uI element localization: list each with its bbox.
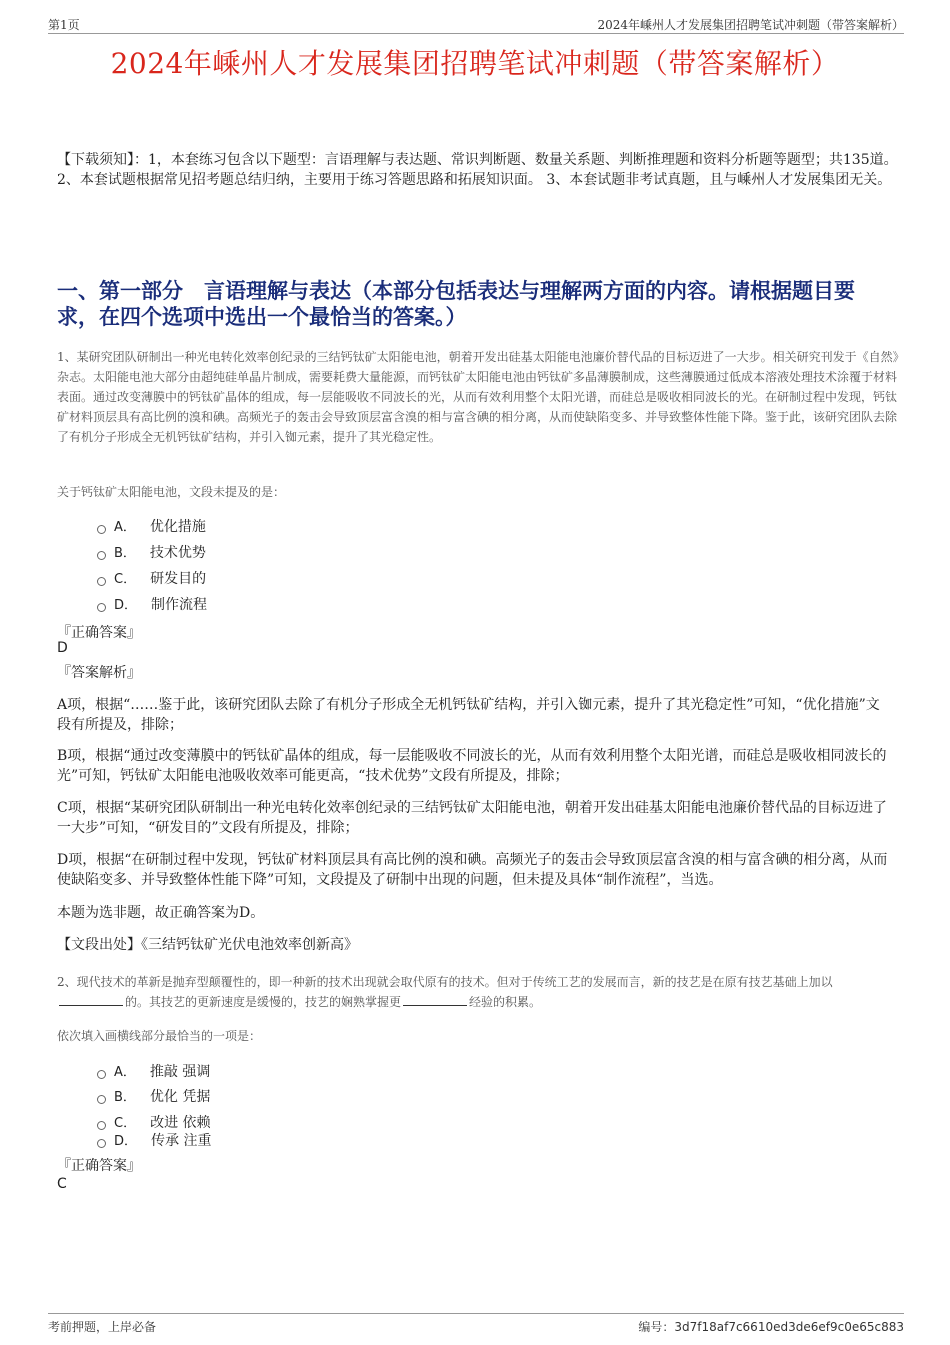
option-b[interactable]: B． 优化 凭据 [97, 1086, 210, 1106]
radio-icon[interactable] [97, 1095, 106, 1104]
question-1-prompt: 关于钙钛矿太阳能电池，文段未提及的是： [57, 485, 286, 499]
radio-icon[interactable] [97, 525, 106, 534]
question-2-prompt: 依次填入画横线部分最恰当的一项是： [57, 1029, 262, 1043]
answer-value: C [57, 1176, 67, 1192]
radio-icon[interactable] [97, 1139, 106, 1148]
blank-1 [59, 994, 123, 1006]
radio-icon[interactable] [97, 603, 106, 612]
option-c[interactable]: C． 研发目的 [97, 568, 206, 588]
answer-label: 『正确答案』 [57, 1158, 141, 1174]
option-b[interactable]: B． 技术优势 [97, 542, 206, 562]
analysis-label: 『答案解析』 [57, 665, 141, 681]
option-d[interactable]: D． 制作流程 [97, 594, 207, 614]
analysis-conclusion: 本题为选非题，故正确答案为D。 [57, 905, 265, 921]
option-d[interactable]: D． 传承 注重 [97, 1130, 211, 1150]
answer-value: D [57, 640, 68, 656]
page-footer [48, 1313, 904, 1337]
document-title: 2024年嵊州人才发展集团招聘笔试冲刺题（带答案解析） [110, 47, 840, 80]
radio-icon[interactable] [97, 577, 106, 586]
option-c[interactable]: C． 改进 依赖 [97, 1112, 211, 1132]
answer-label: 『正确答案』 [57, 625, 141, 641]
question-2-text: 2、现代技术的革新是抛弃型颠覆性的，即一种新的技术出现就会取代原有的技术。但对于传统工艺的发展而言，新的技艺是在原有技艺基础上加以的。其技艺的更新速度是缓慢的，技艺的娴熟掌握更 经验的积累。 [57, 975, 833, 1009]
blank-2 [403, 994, 467, 1006]
analysis-source: 【文段出处】《三结钙钛矿光伏电池效率创新高》 [57, 937, 358, 953]
radio-icon[interactable] [97, 1121, 106, 1130]
radio-icon[interactable] [97, 1070, 106, 1079]
analysis-d: D项，根据“在研制过程中发现，钙钛矿材料顶层具有高比例的溴和碘。高频光子的轰击会导致顶层富含溴的相与富含碘的相分离，从而使缺陷变多、并导致整体性能下降”可知，文段提及了研制中出现的问题，但未提及具体“制作流程”，当选。 [57, 852, 888, 888]
page-number: 第1页 [48, 18, 80, 32]
option-a[interactable]: A． 推敲 强调 [97, 1061, 210, 1081]
footer-slogan: 考前押题，上岸必备 [48, 1320, 157, 1334]
radio-icon[interactable] [97, 551, 106, 560]
analysis-c: C项，根据“某研究团队研制出一种光电转化效率创纪录的三结钙钛矿太阳能电池，朝着开发出硅基太阳能电池廉价替代品的目标迈进了一大步”可知，“研发目的”文段有所提及，排除； [57, 800, 887, 836]
footer-code: 编号：3d7f18af7c6610ed3de6ef9c0e65c883 [638, 1320, 904, 1334]
download-notice: 【下载须知】：1，本套练习包含以下题型：言语理解与表达题、常识判断题、数量关系题、判断推理题和资料分析题等题型；共135道。 2、本套试题根据常见招考题总结归纳，主要用于练习答题思路和拓展知识面。 3、本套试题非考试真题，且与嵊州人才发展集团无关。 [57, 152, 898, 188]
page-header [48, 14, 904, 34]
section-title: 一、第一部分 言语理解与表达（本部分包括表达与理解两方面的内容。请根据题目要求，在四个选项中选出一个最恰当的答案。） [57, 278, 855, 329]
header-doc-title: 2024年嵊州人才发展集团招聘笔试冲刺题（带答案解析） [597, 18, 904, 32]
analysis-b: B项，根据“通过改变薄膜中的钙钛矿晶体的组成，每一层能吸收不同波长的光，从而有效利用整个太阳光谱，而硅总是吸收相同波长的光”可知，钙钛矿太阳能电池吸收效率可能更高，“技术优势”文段有所提及，排除； [57, 748, 887, 784]
analysis-a: A项，根据“……鉴于此，该研究团队去除了有机分子形成全无机钙钛矿结构，并引入铷元素，提升了其光稳定性”可知，“优化措施”文段有所提及，排除； [57, 697, 880, 733]
option-a[interactable]: A． 优化措施 [97, 516, 206, 536]
question-1-text: 1、某研究团队研制出一种光电转化效率创纪录的三结钙钛矿太阳能电池，朝着开发出硅基太阳能电池廉价替代品的目标迈进了一大步。相关研究刊发于《自然》杂志。太阳能电池大部分由超纯硅单晶片制成，需要耗费大量能源，而钙钛矿太阳能电池由钙钛矿多晶薄膜制成，这些薄膜通过低成本溶液处理技术涂覆于材料表面。通过改变薄膜中的钙钛矿晶体的组成，每一层能吸收不同波长的光，从而有效利用整个太阳光谱，而硅总是吸收相同波长的光。在研制过程中发现，钙钛矿材料顶层具有高比例的溴和碘。高频光子的轰击会导致顶层富含溴的相与富含碘的相分离，从而使缺陷变多、并导致整体性能下降。鉴于此，该研究团队去除了有机分子形成全无机钙钛矿结构，并引入铷元素，提升了其光稳定性。 [57, 350, 899, 444]
